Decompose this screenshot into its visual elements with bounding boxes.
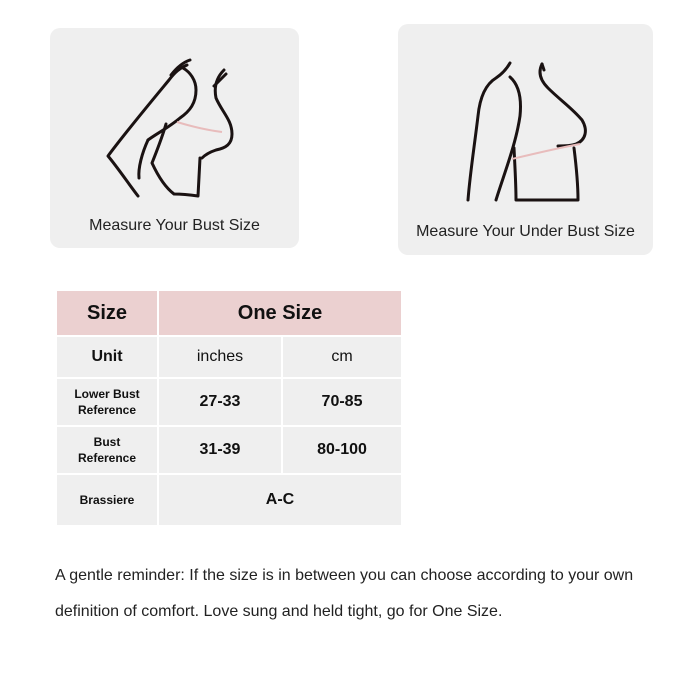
bust-cm: 80-100	[282, 426, 402, 474]
size-chart-table	[55, 289, 403, 527]
bust-row	[56, 426, 402, 474]
under-bust-measure-card	[398, 24, 653, 255]
bust-inches: 31-39	[158, 426, 282, 474]
size-header-row	[56, 290, 402, 336]
lower-bust-cm: 70-85	[282, 378, 402, 426]
bust-label-line1: Bust	[93, 435, 121, 449]
lower-bust-label-line2: Reference	[77, 403, 137, 417]
brassiere-row	[56, 474, 402, 526]
under-bust-measure-caption: Measure Your Under Bust Size	[416, 223, 635, 240]
brassiere-label: Brassiere	[56, 474, 158, 526]
bust-measure-figure-icon	[50, 28, 299, 248]
unit-inches: inches	[158, 336, 282, 378]
size-header-label: Size	[56, 290, 158, 336]
lower-bust-label-line1: Lower Bust	[74, 387, 140, 401]
unit-label: Unit	[56, 336, 158, 378]
bust-measure-card	[50, 28, 299, 248]
bust-label-line2: Reference	[77, 451, 137, 465]
bust-measure-caption: Measure Your Bust Size	[89, 217, 260, 234]
lower-bust-inches: 27-33	[158, 378, 282, 426]
bust-label	[56, 426, 158, 474]
lower-bust-row	[56, 378, 402, 426]
unit-cm: cm	[282, 336, 402, 378]
unit-row	[56, 336, 402, 378]
size-reminder-text: A gentle reminder: If the size is in between you can choose according to your own definition of comfort. Love sung and held tight, go for One Size.	[55, 567, 634, 620]
brassiere-value: A-C	[158, 474, 402, 526]
one-size-header: One Size	[158, 290, 402, 336]
under-bust-measure-figure-icon	[398, 24, 653, 255]
lower-bust-label	[56, 378, 158, 426]
